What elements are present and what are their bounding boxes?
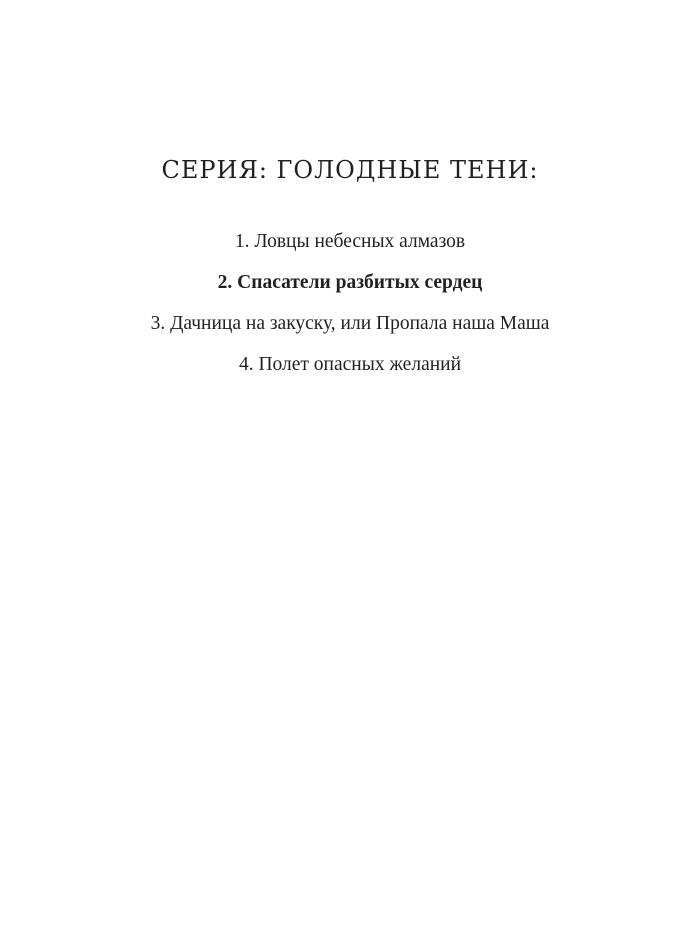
book-item-4: 4. Полет опасных желаний — [238, 354, 462, 375]
series-heading: СЕРИЯ: ГОЛОДНЫЕ ТЕНИ: — [161, 156, 539, 184]
book-item-3: 3. Дачница на закуску, или Пропала наша Маша — [150, 313, 550, 334]
book-list — [0, 226, 700, 390]
book-item-2-current: 2. Спасатели разбитых сердец — [217, 272, 483, 293]
book-item-1: 1. Ловцы небесных алмазов — [234, 231, 466, 252]
